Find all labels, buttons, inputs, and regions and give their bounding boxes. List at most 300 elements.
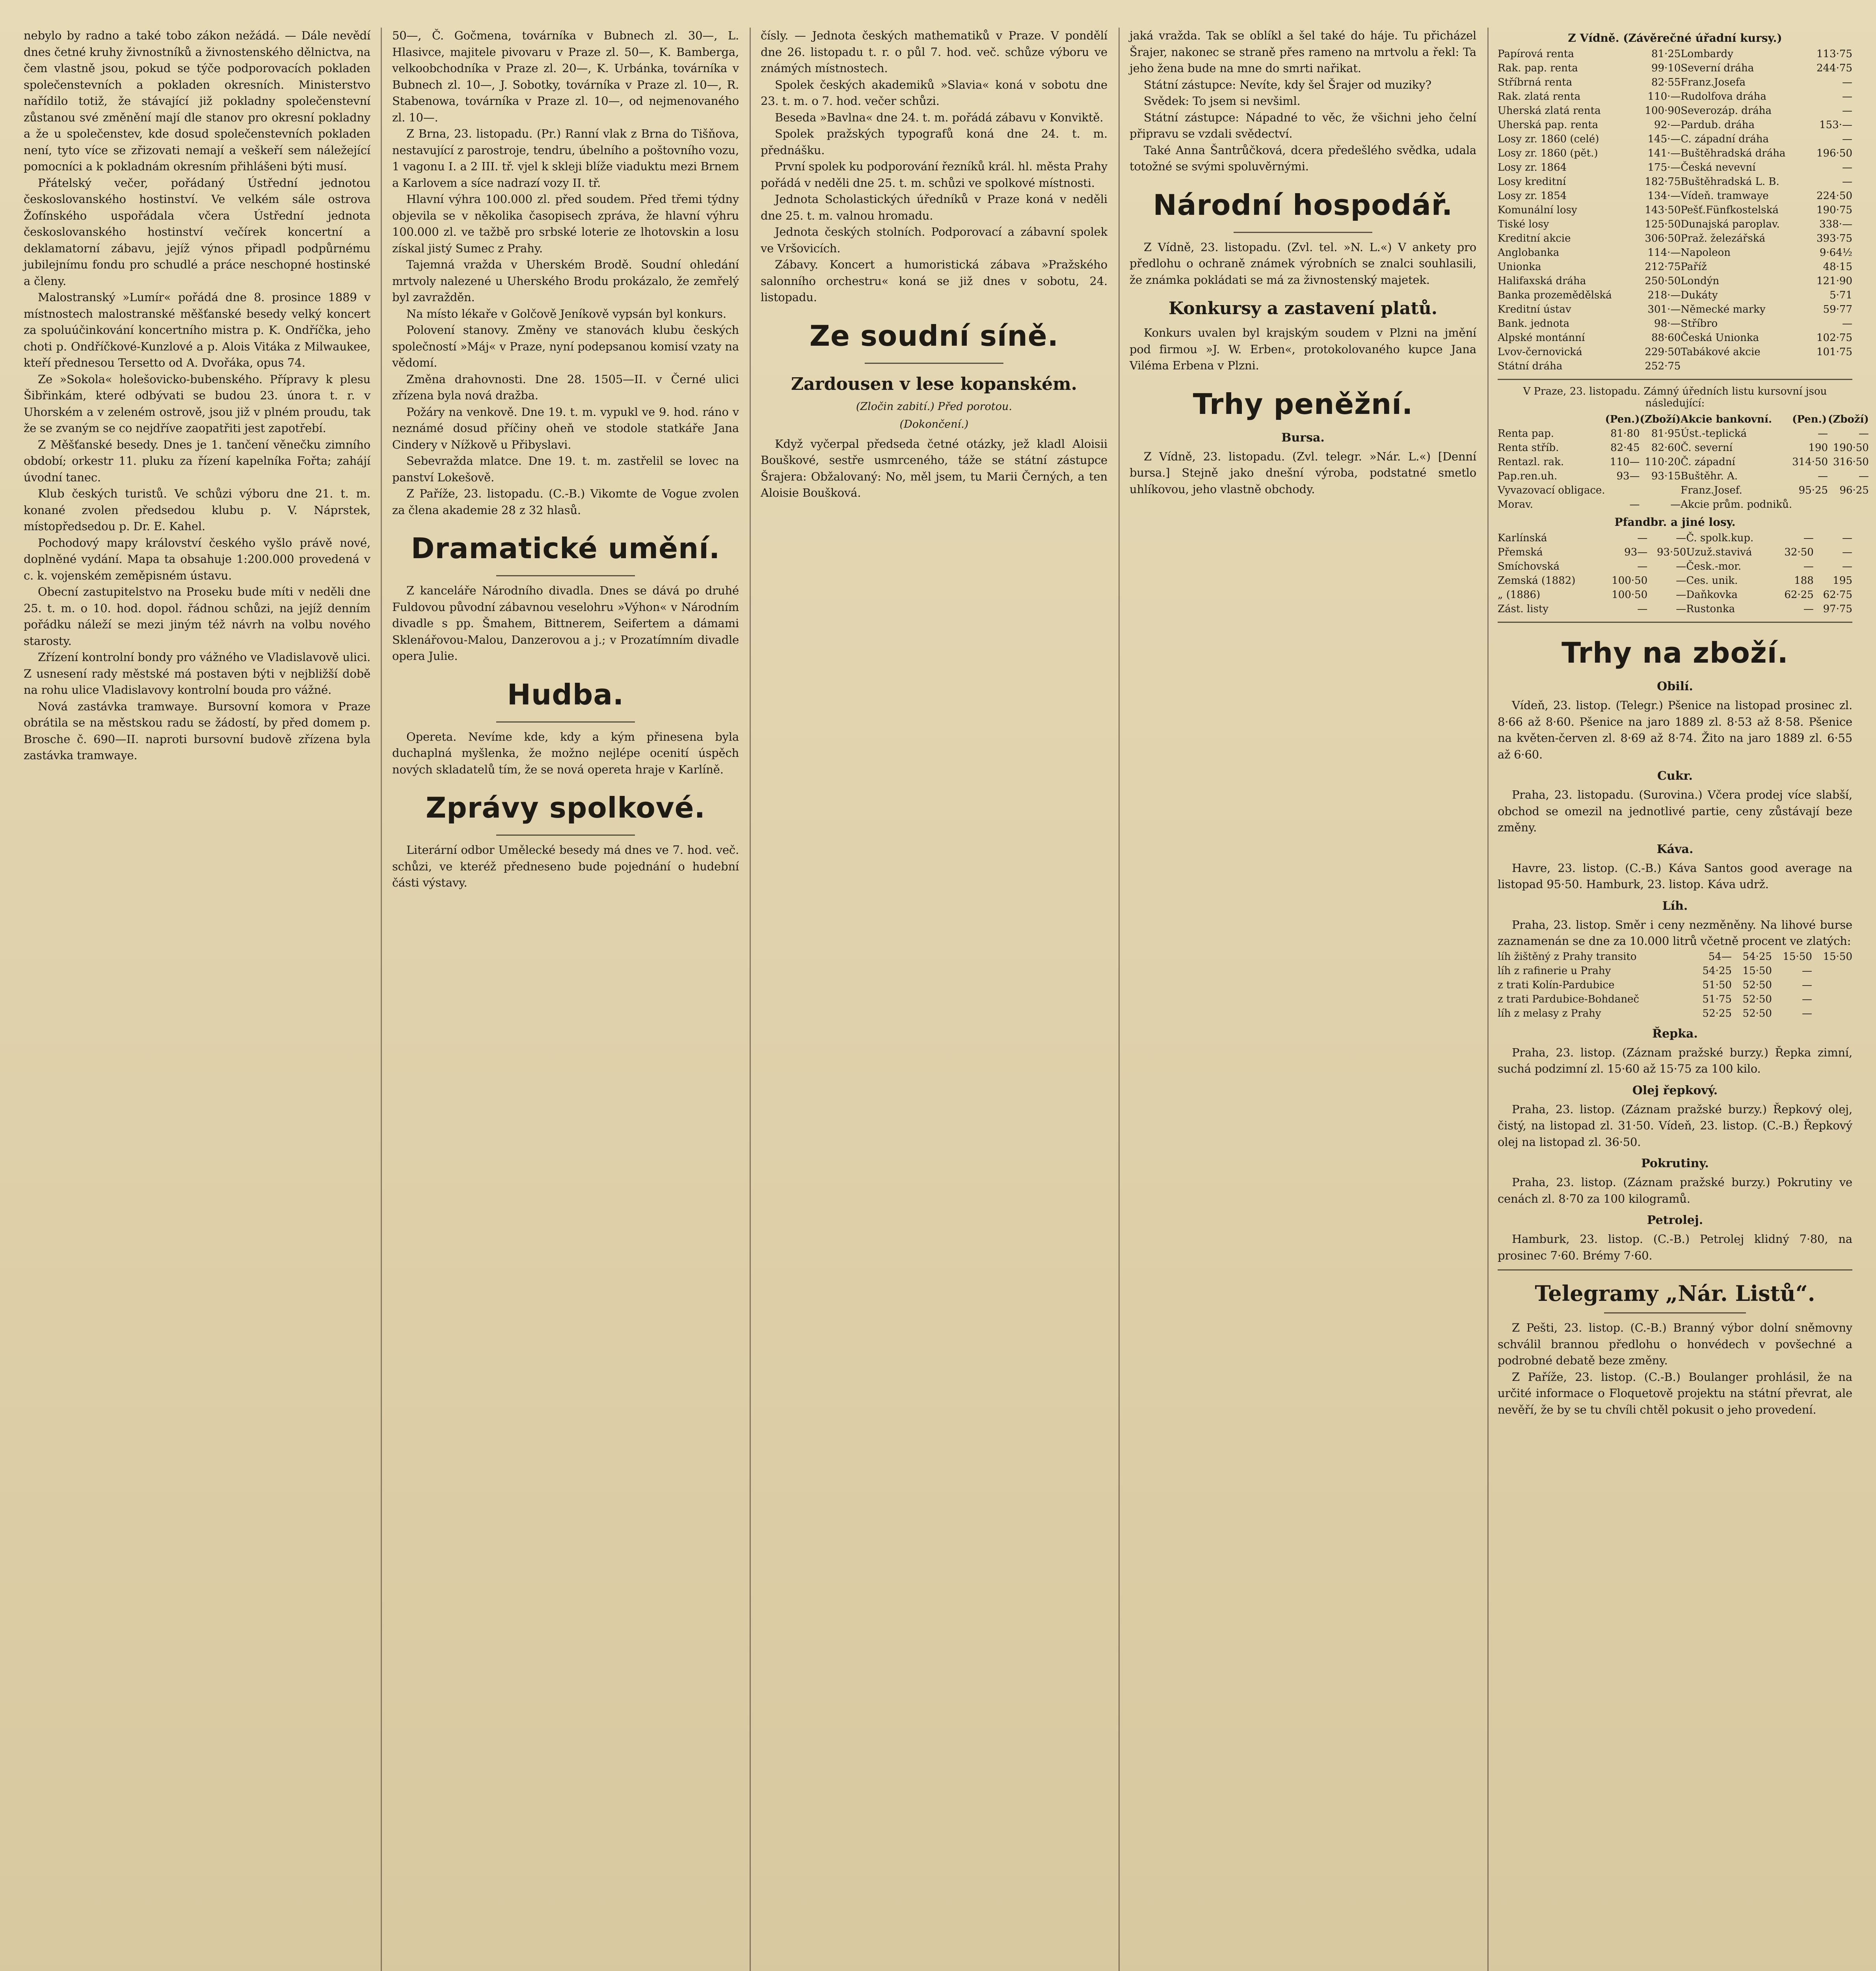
table-cell: 218·— <box>1647 289 1681 301</box>
table-cell: 301·— <box>1647 304 1681 315</box>
table-cell: 52·50 <box>1742 979 1772 991</box>
table-cell <box>1640 483 1681 497</box>
table-cell: 252·75 <box>1645 360 1681 372</box>
table-header-cell: (Zboží) <box>1828 414 1869 425</box>
quote-row <box>1498 231 1852 246</box>
quote-row <box>1498 89 1852 104</box>
table-cell: Bank. jednota <box>1498 318 1570 330</box>
table-cell: 81·80 <box>1610 428 1640 440</box>
table-cell: 93— <box>1624 546 1648 558</box>
article-heading: Zardousen v lese kopanském. <box>791 374 1077 394</box>
table-cell: 190·50 <box>1833 442 1869 454</box>
table-cell: 82·45 <box>1610 442 1640 454</box>
quote-row <box>1498 469 1869 483</box>
table-cell: 306·50 <box>1645 233 1681 244</box>
column-divider <box>1487 28 1489 1971</box>
table-cell: Vyvazovací obligace. <box>1498 484 1605 496</box>
quote-row <box>1498 47 1852 61</box>
table-cell: Anglobanka <box>1498 247 1560 259</box>
article-paragraph: Praha, 23. listop. (Záznam pražské burzy.) Řepkový olej, čistý, na listopad zl. 31·50. Vídeň, 23. listop. (C.-B.) Řepkový olej na listopad zl. 36·50. <box>1498 1102 1852 1149</box>
article-paragraph: Obecní zastupitelstvo na Proseku bude míti v neděli dne 25. t. m. o 10. hod. dopol. řádnou schůzi, na jejíž denním pořádku náleží se mezi jiným též návrh na volbu nového starosty. <box>24 585 370 648</box>
table-cell: — <box>1629 499 1640 510</box>
table-cell: Lvov-černovická <box>1498 346 1582 358</box>
article-paragraph: Z Měšťanské besedy. Dnes je 1. tančení věnečku zimního období; orkestr 11. pluku za řízení kapelníka Fořta; zahájí úvodní tanec. <box>24 438 370 484</box>
article-paragraph: 50—, Č. Gočmena, továrníka v Bubnech zl. 30—, L. Hlasivce, majitele pivovaru v Praze zl. 50—, K. Bamberga, velkoobchodníka v Praze zl. 20—, K. Urbánka, továrníka v Bubnech zl. 10—, J. Sobotky, továrníka v Praze zl. 10—, R. Stabenowa, továrníka v Praze zl. 10—, od nejmenovaného zl. 10—. <box>392 29 739 124</box>
table-cell: C. západní dráha <box>1681 133 1769 145</box>
quote-row <box>1498 61 1852 75</box>
table-cell: 182·75 <box>1645 176 1681 188</box>
table-cell: — <box>1842 76 1852 88</box>
table-cell: 212·75 <box>1645 261 1681 273</box>
quote-row <box>1498 160 1852 175</box>
table-cell: — <box>1842 532 1852 544</box>
article-paragraph: Polovení stanovy. Změny ve stanovách klubu českých společností »Máj« v Praze, nyní podepsanou komisí vzaty na vědomí. <box>392 323 739 369</box>
prague-quotes-table-2 <box>1498 531 1852 616</box>
quote-row <box>1498 588 1852 602</box>
table-cell: Zemská (1882) <box>1498 575 1576 587</box>
exchange-subheading: V Praze, 23. listopadu. Zámný úředních listu kursovní jsou následující: <box>1523 386 1827 409</box>
table-cell: 190 <box>1808 442 1828 454</box>
table-cell: 121·90 <box>1816 275 1852 287</box>
table-cell: Stříbro <box>1681 318 1718 330</box>
table-cell: Daňkovka <box>1686 589 1738 601</box>
table-cell: 15·50 <box>1823 950 1852 963</box>
quote-row <box>1498 559 1852 574</box>
table-cell: Úst.-teplická <box>1681 428 1747 440</box>
table-cell: Č. západní <box>1681 456 1735 468</box>
quote-row <box>1498 75 1852 89</box>
table-cell: — <box>1676 561 1686 572</box>
table-cell: 52·25 <box>1702 1007 1732 1019</box>
quote-row <box>1498 1006 1852 1021</box>
exchange-subheading: Pfandbr. a jiné losy. <box>1614 516 1736 529</box>
table-cell: — <box>1637 603 1648 615</box>
table-cell: — <box>1842 318 1852 330</box>
table-cell: Unionka <box>1498 261 1541 273</box>
article-paragraph: Z Paříže, 23. listopadu. (C.-B.) Vikomte de Vogue zvolen za člena akademie 28 z 32 hlasů. <box>392 487 739 517</box>
table-cell: 51·50 <box>1702 979 1732 991</box>
article-paragraph: Vídeň, 23. listop. (Telegr.) Pšenice na listopad prosinec zl. 8·66 až 8·60. Pšenice na jaro 1889 zl. 8·53 až 8·58. Pšenice na květen-červen zl. 8·69 až 8·74. Žito na jaro 1889 zl. 6·55 až 6·60. <box>1498 699 1852 761</box>
table-header-cell <box>1498 412 1605 427</box>
table-cell: 59·77 <box>1823 304 1852 315</box>
column-4 <box>1130 28 1476 1971</box>
quote-row <box>1498 427 1869 441</box>
table-cell: 97·75 <box>1823 603 1852 615</box>
table-cell: 114·— <box>1647 247 1681 259</box>
section-heading-dramaticke-umeni: Dramatické umění. <box>411 532 720 565</box>
table-cell: 110·— <box>1647 91 1681 102</box>
article-paragraph: První spolek ku podporování řezníků král. hl. města Prahy pořádá v neděli dne 25. t. m. schůzi ve spolkové místnosti. <box>761 160 1107 190</box>
table-cell: Komunální losy <box>1498 204 1577 216</box>
article-paragraph: Nová zastávka tramwaye. Bursovní komora v Praze obrátila se na městskou radu se žádostí, by před domem p. Brosche č. 690—II. naproti bursovní budově zřízena byla zastávka tramwaye. <box>24 699 370 762</box>
table-cell: Paříž <box>1681 261 1707 273</box>
quote-row <box>1498 175 1852 189</box>
article-subheading: (Zločin zabití.) Před porotou. <box>856 400 1012 413</box>
column-5 <box>1498 28 1869 1971</box>
table-cell: Č. spolk.kup. <box>1686 532 1754 544</box>
table-header-cell: Akcie bankovní. <box>1681 414 1772 425</box>
article-paragraph: Konkurs uvalen byl krajským soudem v Plzni na jmění pod firmou »J. W. Erben«, protokolovaného kupce Jana Viléma Erbena v Plzni. <box>1130 326 1476 372</box>
quote-row <box>1498 331 1852 345</box>
section-heading-narodni-hospodar: Národní hospodář. <box>1153 188 1453 222</box>
table-cell: — <box>1842 133 1852 145</box>
article-heading: Líh. <box>1662 899 1688 913</box>
article-heading: Pokrutiny. <box>1641 1157 1709 1170</box>
article-paragraph: Na místo lékaře v Golčově Jeníkově vypsán byl konkurs. <box>406 307 726 320</box>
article-heading: Káva. <box>1656 842 1694 856</box>
table-cell: Franz.Josef. <box>1681 484 1742 496</box>
table-cell: 54·25 <box>1702 965 1732 977</box>
table-cell: Lombardy <box>1681 48 1733 60</box>
table-cell: 52·50 <box>1742 1007 1772 1019</box>
table-cell: 101·75 <box>1816 346 1852 358</box>
table-cell: — <box>1818 470 1828 482</box>
table-cell: Losy kreditní <box>1498 176 1566 188</box>
section-rule <box>865 363 1003 364</box>
table-cell: 244·75 <box>1816 62 1852 74</box>
table-cell: 143·50 <box>1645 204 1681 216</box>
article-paragraph: Beseda »Bavlna« dne 24. t. m. pořádá zábavu v Konviktě. <box>775 110 1104 124</box>
section-rule <box>1234 232 1372 233</box>
table-cell: z trati Kolín-Pardubice <box>1498 979 1615 991</box>
table-cell: Smíchovská <box>1498 561 1560 572</box>
table-cell: 153·— <box>1819 119 1852 131</box>
table-cell: 81·25 <box>1651 48 1681 60</box>
article-heading: Řepka. <box>1652 1026 1698 1041</box>
table-cell: 92·— <box>1654 119 1681 131</box>
column-divider <box>750 28 751 1971</box>
article-paragraph: Zřízení kontrolní bondy pro vážného ve Vladislavově ulici. Z usnesení rady městské má postaven býti v nejbližší době na rohu ulice Vladislavovy kontrolní bouda pro vážné. <box>24 650 370 697</box>
table-cell: 32·50 <box>1784 546 1814 558</box>
table-cell: Londýn <box>1681 275 1720 287</box>
table-cell: Buštěhr. A. <box>1681 470 1738 482</box>
article-subheading: (Dokončení.) <box>899 418 969 430</box>
quote-row <box>1498 483 1869 497</box>
article-heading: Bursa. <box>1281 430 1325 445</box>
quote-row <box>1498 246 1852 260</box>
column-1 <box>24 28 370 1971</box>
table-cell: 141·— <box>1647 147 1681 159</box>
article-heading: Petrolej. <box>1647 1213 1703 1227</box>
table-cell: Česká nevevní <box>1681 162 1756 173</box>
table-cell: 52·50 <box>1742 993 1772 1005</box>
article-paragraph: Z Brna, 23. listopadu. (Pr.) Ranní vlak z Brna do Tišňova, nestavující z parostroje, tendru, úbelního a poštovního vozu, 1 vagonu I. a 2 III. tř. vjel k skleji blíže viaduktu mezi Brnem a Karlovem a síce nadrazí vozy II. tř. <box>392 127 739 190</box>
article-paragraph: čísly. — Jednota českých mathematiků v Praze. V pondělí dne 26. listopadu t. r. o půl 7. hod. več. schůze výboru ve známých místnostech. <box>761 29 1107 75</box>
table-cell: — <box>1676 589 1686 601</box>
section-heading-ze-soudni-sine: Ze soudní síně. <box>809 319 1059 352</box>
section-rule <box>496 575 635 576</box>
article-paragraph: nebylo by radno a také tobo zákon nežádá. — Dále nevědí dnes četné kruhy živnostníků a živnostenského dělnictva, na čem vlastně jsou, pokud se týče podporovacích pokladen společenstevních a pokladen okresních. Ministerstvo nařídilo totiž, že stávající již pokladny společenstevní zůstanou své změnění mají dle stanov pro okresní pokladny a že u společenstev, kde dosud společenstevních pokladen není, tyto více se zřizovati nemají a veškeří sem náležející pomocníci a k pokladnám okresním přihlášeni býti musí. <box>24 29 370 173</box>
quote-row <box>1498 992 1852 1006</box>
quote-row <box>1498 497 1869 512</box>
vienna-quotes-table <box>1498 47 1852 373</box>
article-paragraph: Hamburk, 23. listop. (C.-B.) Petrolej klidný 7·80, na prosinec 7·60. Brémy 7·60. <box>1498 1232 1852 1262</box>
quote-row <box>1498 455 1869 469</box>
table-cell: 82·60 <box>1651 442 1681 454</box>
quote-row <box>1498 359 1852 373</box>
table-cell: Vídeň. tramwaye <box>1681 190 1769 202</box>
table-cell: 82·55 <box>1651 76 1681 88</box>
quote-row <box>1498 118 1852 132</box>
table-cell: Rentazl. rak. <box>1498 456 1564 468</box>
table-cell: Losy zr. 1864 <box>1498 162 1567 173</box>
article-paragraph: Z Paříže, 23. listop. (C.-B.) Boulanger prohlásil, že na určité informace o Floquetově projektu na státní převrat, ale nevěří, že by se tu chvíli chtěl pokusit o jeho provedení. <box>1498 1370 1852 1416</box>
table-cell: 81·95 <box>1651 428 1681 440</box>
article-paragraph: Klub českých turistů. Ve schůzi výboru dne 21. t. m. konané zvolen předsedou klubu p. V. Náprstek, místopředsedou p. Dr. E. Kahel. <box>24 487 370 533</box>
table-cell: 229·50 <box>1645 346 1681 358</box>
table-cell: 314·50 <box>1792 456 1828 468</box>
table-cell: Dunajská paroplav. <box>1681 218 1780 230</box>
table-cell: — <box>1842 546 1852 558</box>
section-rule <box>1498 622 1852 623</box>
article-paragraph: Praha, 23. listopadu. (Surovina.) Včera prodej více slabší, obchod se omezil na jednotlivé partie, ceny zůstávají beze změny. <box>1498 788 1852 834</box>
table-cell: Karlínská <box>1498 532 1547 544</box>
table-cell: 190·75 <box>1816 204 1852 216</box>
table-cell: 15·50 <box>1742 965 1772 977</box>
table-cell: — <box>1637 561 1648 572</box>
quote-row <box>1498 964 1852 978</box>
lih-quotes-table <box>1498 950 1852 1021</box>
table-cell: 195 <box>1833 575 1852 587</box>
quote-row <box>1498 260 1852 274</box>
table-cell: Losy zr. 1854 <box>1498 190 1567 202</box>
table-cell: Kreditní ústav <box>1498 304 1571 315</box>
table-cell: 48·15 <box>1823 261 1852 273</box>
quote-row <box>1498 317 1852 331</box>
table-cell: 54— <box>1708 950 1732 963</box>
table-cell: — <box>1802 965 1812 977</box>
article-paragraph: Požáry na venkově. Dne 19. t. m. vypukl ve 9. hod. ráno v neznámé dosud příčiny oheň ve stodole statkáře Jana Cindery v Nížkově u Přibyslavi. <box>392 405 739 451</box>
table-header-cell: (Pen.) <box>1605 414 1640 425</box>
table-cell: 95·25 <box>1798 484 1828 496</box>
table-cell: Č. severní <box>1681 442 1733 454</box>
table-cell: Losy zr. 1860 (pět.) <box>1498 147 1598 159</box>
table-cell: — <box>1842 91 1852 102</box>
table-cell: — <box>1842 561 1852 572</box>
table-cell: Kreditní akcie <box>1498 233 1571 244</box>
table-cell: 54·25 <box>1742 950 1772 963</box>
article-paragraph: Spolek pražských typografů koná dne 24. t. m. přednášku. <box>761 127 1107 157</box>
table-cell: Halifaxská dráha <box>1498 275 1586 287</box>
table-cell: 113·75 <box>1816 48 1852 60</box>
table-cell: 98·— <box>1654 318 1681 330</box>
table-cell: — <box>1858 470 1869 482</box>
table-cell: — <box>1802 1007 1812 1019</box>
table-cell <box>1792 497 1828 512</box>
table-cell: — <box>1858 428 1869 440</box>
table-cell: Přemská <box>1498 546 1543 558</box>
section-heading-trhy-na-zbozi: Trhy na zboží. <box>1561 636 1789 669</box>
table-cell: Papírová renta <box>1498 48 1574 60</box>
table-cell: 125·50 <box>1645 218 1681 230</box>
article-heading: Obilí. <box>1657 680 1693 693</box>
table-cell: Dukáty <box>1681 289 1718 301</box>
article-paragraph: Hlavní výhra 100.000 zl. před soudem. Před třemi týdny objevila se v několika časopisech zpráva, že hlavní výhru 100.000 zl. ve tažbě pro srbské loterie ze lhotovskin a losu získal jistý Sumec z Prahy. <box>392 192 739 255</box>
table-cell: Banka prozemědělská <box>1498 289 1612 301</box>
table-cell: — <box>1676 603 1686 615</box>
table-cell: Rak. zlatá renta <box>1498 91 1581 102</box>
quote-row <box>1498 203 1852 217</box>
table-cell: Buštěhradská dráha <box>1681 147 1786 159</box>
table-cell: 62·75 <box>1823 589 1852 601</box>
table-header-cell: (Zboží) <box>1640 414 1681 425</box>
article-paragraph: Literární odbor Umělecké besedy má dnes ve 7. hod. več. schůzi, ve kteréž předneseno bude pojednání o hudební části výstavy. <box>392 843 739 889</box>
table-cell: 93·15 <box>1651 470 1681 482</box>
section-rule <box>1604 1312 1746 1313</box>
table-cell: Zást. listy <box>1498 603 1548 615</box>
article-paragraph: Svědek: To jsem si nevšiml. <box>1144 94 1301 108</box>
table-cell: 145·— <box>1647 133 1681 145</box>
table-cell: Rustonka <box>1686 603 1735 615</box>
table-cell: Tabákové akcie <box>1681 346 1761 358</box>
table-cell: 110— <box>1610 456 1640 468</box>
table-cell: Pešť.Fünfkostelská <box>1681 204 1779 216</box>
table-cell: — <box>1803 603 1814 615</box>
quote-row <box>1498 602 1852 616</box>
table-cell: líh z melasy z Prahy <box>1498 1007 1601 1019</box>
table-cell: — <box>1802 993 1812 1005</box>
table-cell: Alpské montánní <box>1498 332 1585 344</box>
table-cell: 316·50 <box>1833 456 1869 468</box>
article-paragraph: Z Vídně, 23. listopadu. (Zvl. telegr. »Nár. L.«) [Denní bursa.] Stejně jako dnešní výroba, podstatné smetlo uhlíkovou, jeho vlastně obchody. <box>1130 449 1476 496</box>
article-paragraph: Přátelský večer, pořádaný Ústřední jednotou českoslovanského hostinství. Ve velkém sále ostrova Žofínského uspořádala včera Ústřední jednota českoslovanského hostinství večírek koncertní a deklamatorní zábavu, jejíž výnos připadl podpůrnému jubilejnímu fondu pro schudlé a práce neschopné hostinské a členy. <box>24 176 370 288</box>
quote-row <box>1498 146 1852 160</box>
section-rule <box>496 721 635 723</box>
table-cell: — <box>1676 575 1686 587</box>
table-cell: Uherská zlatá renta <box>1498 105 1601 117</box>
article-paragraph: Praha, 23. listop. Směr i ceny nezměněny. Na lihové burse zaznamenán se dne za 10.000 litrů včetně procent ve zlatých: <box>1498 918 1852 948</box>
article-heading: Olej řepkový. <box>1632 1083 1718 1097</box>
table-cell: — <box>1802 979 1812 991</box>
table-cell: 15·50 <box>1783 950 1812 963</box>
table-cell: Morav. <box>1498 499 1534 510</box>
quote-row <box>1498 132 1852 146</box>
table-cell: 99·10 <box>1651 62 1681 74</box>
article-paragraph: jaká vražda. Tak se oblíkl a šel také do háje. Tu přicházel Šrajer, nakonec se straně přes rameno na mrtvolu a řekl: Ta jeho žena bude na mne do smrti nařikat. <box>1130 29 1476 75</box>
quote-header-row <box>1498 412 1869 427</box>
article-paragraph: Pochodový mapy království českého vyšlo právě nové, doplněné vydání. Mapa ta obsahuje 1:200.000 provedená v c. k. vojenském zeměpisném ústavu. <box>24 536 370 582</box>
article-paragraph: Státní zástupce: Nápadné to věc, že všichni jeho čelní připravu se vzdali svědectví. <box>1130 110 1476 140</box>
article-heading: Konkursy a zastavení platů. <box>1168 298 1438 319</box>
column-2 <box>392 28 739 1971</box>
table-cell: — <box>1818 428 1828 440</box>
table-cell: — <box>1842 162 1852 173</box>
article-paragraph: Z kanceláře Národního divadla. Dnes se dává po druhé Fuldovou původní zábavnou veselohru »Výhon« v Národním divadle s pp. Šmahem, Bittnerem, Seifertem a dámami Sklenářovou-Malou, Danzerovou a j.; v Prozatímním divadle opera Julie. <box>392 584 739 663</box>
section-heading-hudba: Hudba. <box>507 678 624 711</box>
table-cell: 96·25 <box>1839 484 1869 496</box>
table-cell: Renta pap. <box>1498 428 1554 440</box>
article-paragraph: Jednota Scholastických úředníků v Praze koná v neděli dne 25. t. m. valnou hromadu. <box>761 192 1107 222</box>
table-cell: Pap.ren.uh. <box>1498 470 1558 482</box>
quote-row <box>1498 345 1852 359</box>
table-cell: Napoleon <box>1681 247 1731 259</box>
table-cell: — <box>1676 532 1686 544</box>
article-paragraph: Sebevražda mlatce. Dne 19. t. m. zastřelil se lovec na panství Lokešově. <box>392 454 739 484</box>
table-cell: Severní dráha <box>1681 62 1754 74</box>
table-cell: 188 <box>1794 575 1814 587</box>
quote-row <box>1498 189 1852 203</box>
section-rule <box>1498 1269 1852 1271</box>
table-cell: 110·20 <box>1645 456 1681 468</box>
table-cell: 93·50 <box>1656 546 1686 558</box>
table-cell: Německé marky <box>1681 304 1766 315</box>
table-cell: Losy zr. 1860 (celé) <box>1498 133 1599 145</box>
table-cell: 175·— <box>1647 162 1681 173</box>
quote-row <box>1498 104 1852 118</box>
table-cell: 93— <box>1616 470 1640 482</box>
table-cell: 134·— <box>1647 190 1681 202</box>
article-paragraph: Malostranský »Lumír« pořádá dne 8. prosince 1889 v místnostech malostranské měšťanské besedy velký koncert za spoluúčinkování koncertního mistra p. K. Ondříčka, jeho choti p. Ondříčkové-Kunzlové a p. Alois Vitáka z Milwaukee, kteří přednesou Tersetto od A. Dvořáka, opus 74. <box>24 291 370 369</box>
table-cell: Renta stříb. <box>1498 442 1559 454</box>
article-paragraph: Státní zástupce: Nevíte, kdy šel Šrajer od muziky? <box>1144 78 1431 91</box>
article-paragraph: Změna drahovnosti. Dne 28. 1505—II. v Černé ulici zřízena byla nová dražba. <box>392 372 739 402</box>
exchange-heading: Z Vídně. (Závěrečné úřadní kursy.) <box>1568 32 1782 45</box>
table-cell: Severozáp. dráha <box>1681 105 1772 117</box>
article-paragraph: Praha, 23. listop. (Záznam pražské burzy.) Řepka zimní, suchá podzimní zl. 15·60 až 15·75 za 100 kilo. <box>1498 1045 1852 1075</box>
table-cell: z trati Pardubice-Bohdaneč <box>1498 993 1640 1005</box>
prague-quotes-table <box>1498 412 1869 512</box>
table-cell: 196·50 <box>1816 147 1852 159</box>
table-cell: „ (1886) <box>1498 589 1541 601</box>
quote-row <box>1498 978 1852 992</box>
quote-row <box>1498 531 1852 545</box>
article-heading: Cukr. <box>1657 769 1693 783</box>
column-divider <box>1119 28 1120 1971</box>
table-cell: — <box>1803 561 1814 572</box>
table-cell: — <box>1637 532 1648 544</box>
table-cell <box>1809 359 1852 373</box>
table-cell: Ces. unik. <box>1686 575 1738 587</box>
table-cell: Pardub. dráha <box>1681 119 1755 131</box>
section-heading-telegramy: Telegramy „Nár. Listů“. <box>1535 1281 1815 1306</box>
table-cell: 250·50 <box>1645 275 1681 287</box>
table-cell: — <box>1670 499 1681 510</box>
article-paragraph: Z Pešti, 23. listop. (C.-B.) Branný výbor dolní sněmovny schválil brannou předlohu o honvédech v povšechné a podrobné debatě beze změny. <box>1498 1321 1852 1367</box>
table-cell <box>1605 483 1640 497</box>
table-cell <box>1828 497 1869 512</box>
table-cell <box>1681 359 1809 373</box>
article-paragraph: Opereta. Nevíme kde, kdy a kým přinesena byla duchaplná myšlenka, že možno nejlépe ocenití úspěch nových skladatelů tím, že se nová opereta hraje v Karlíně. <box>392 730 739 776</box>
table-cell: 393·75 <box>1816 233 1852 244</box>
quote-row <box>1498 574 1852 588</box>
table-cell: — <box>1842 105 1852 117</box>
table-cell: Buštěhradská L. B. <box>1681 176 1779 188</box>
table-cell: 9·64½ <box>1819 247 1852 259</box>
table-cell: 51·75 <box>1702 993 1732 1005</box>
table-cell: Franz.Josefa <box>1681 76 1746 88</box>
article-paragraph: Praha, 23. listop. (Záznam pražské burzy.) Pokrutiny ve cenách zl. 8·70 za 100 kilogramů. <box>1498 1176 1852 1205</box>
quote-row <box>1498 217 1852 231</box>
table-cell: Stříbrná renta <box>1498 76 1573 88</box>
section-heading-zpravy-spolkove: Zprávy spolkové. <box>426 791 705 824</box>
table-cell: — <box>1842 176 1852 188</box>
article-paragraph: Tajemná vražda v Uherském Brodě. Soudní ohledání mrtvoly nalezené u Uherského Brodu prokázalo, že zemřelý byl zavražděn. <box>392 258 739 304</box>
quote-row <box>1498 302 1852 317</box>
article-paragraph: Z Vídně, 23. listopadu. (Zvl. tel. »N. L.«) V ankety pro předlohu o ochraně známek výrobních se znalci souhlasili, že známka pokládati se má za živnostenský majetek. <box>1130 240 1476 287</box>
article-paragraph: Jednota českých stolních. Podporovací a zábavní spolek ve Vršovicích. <box>761 225 1107 255</box>
section-heading-trhy-penezni: Trhy peněžní. <box>1193 387 1413 421</box>
table-cell: — <box>1803 532 1814 544</box>
article-paragraph: Zábavy. Koncert a humoristická zábava »Pražského salonního orchestru« koná se již dnes v sobotu, 24. listopadu. <box>761 258 1107 304</box>
article-paragraph: Spolek českých akademiků »Slavia« koná v sobotu dne 23. t. m. o 7. hod. večer schůzi. <box>761 78 1107 108</box>
table-cell: líh z rafinerie u Prahy <box>1498 965 1611 977</box>
article-paragraph: Ze »Sokola« holešovicko-bubenského. Přípravy k plesu Šibřinkám, které odbývati se budou 23. února t. r. v Uhorském a v zeleném ostrově, jsou již v plném proudu, tak že se zvaným se co nejdříve zaopatřiti jest zapotřebí. <box>24 372 370 435</box>
table-cell: Tiské losy <box>1498 218 1549 230</box>
table-cell: 88·60 <box>1651 332 1681 344</box>
column-divider <box>381 28 382 1971</box>
quote-row <box>1498 288 1852 302</box>
table-cell: Státní dráha <box>1498 360 1563 372</box>
